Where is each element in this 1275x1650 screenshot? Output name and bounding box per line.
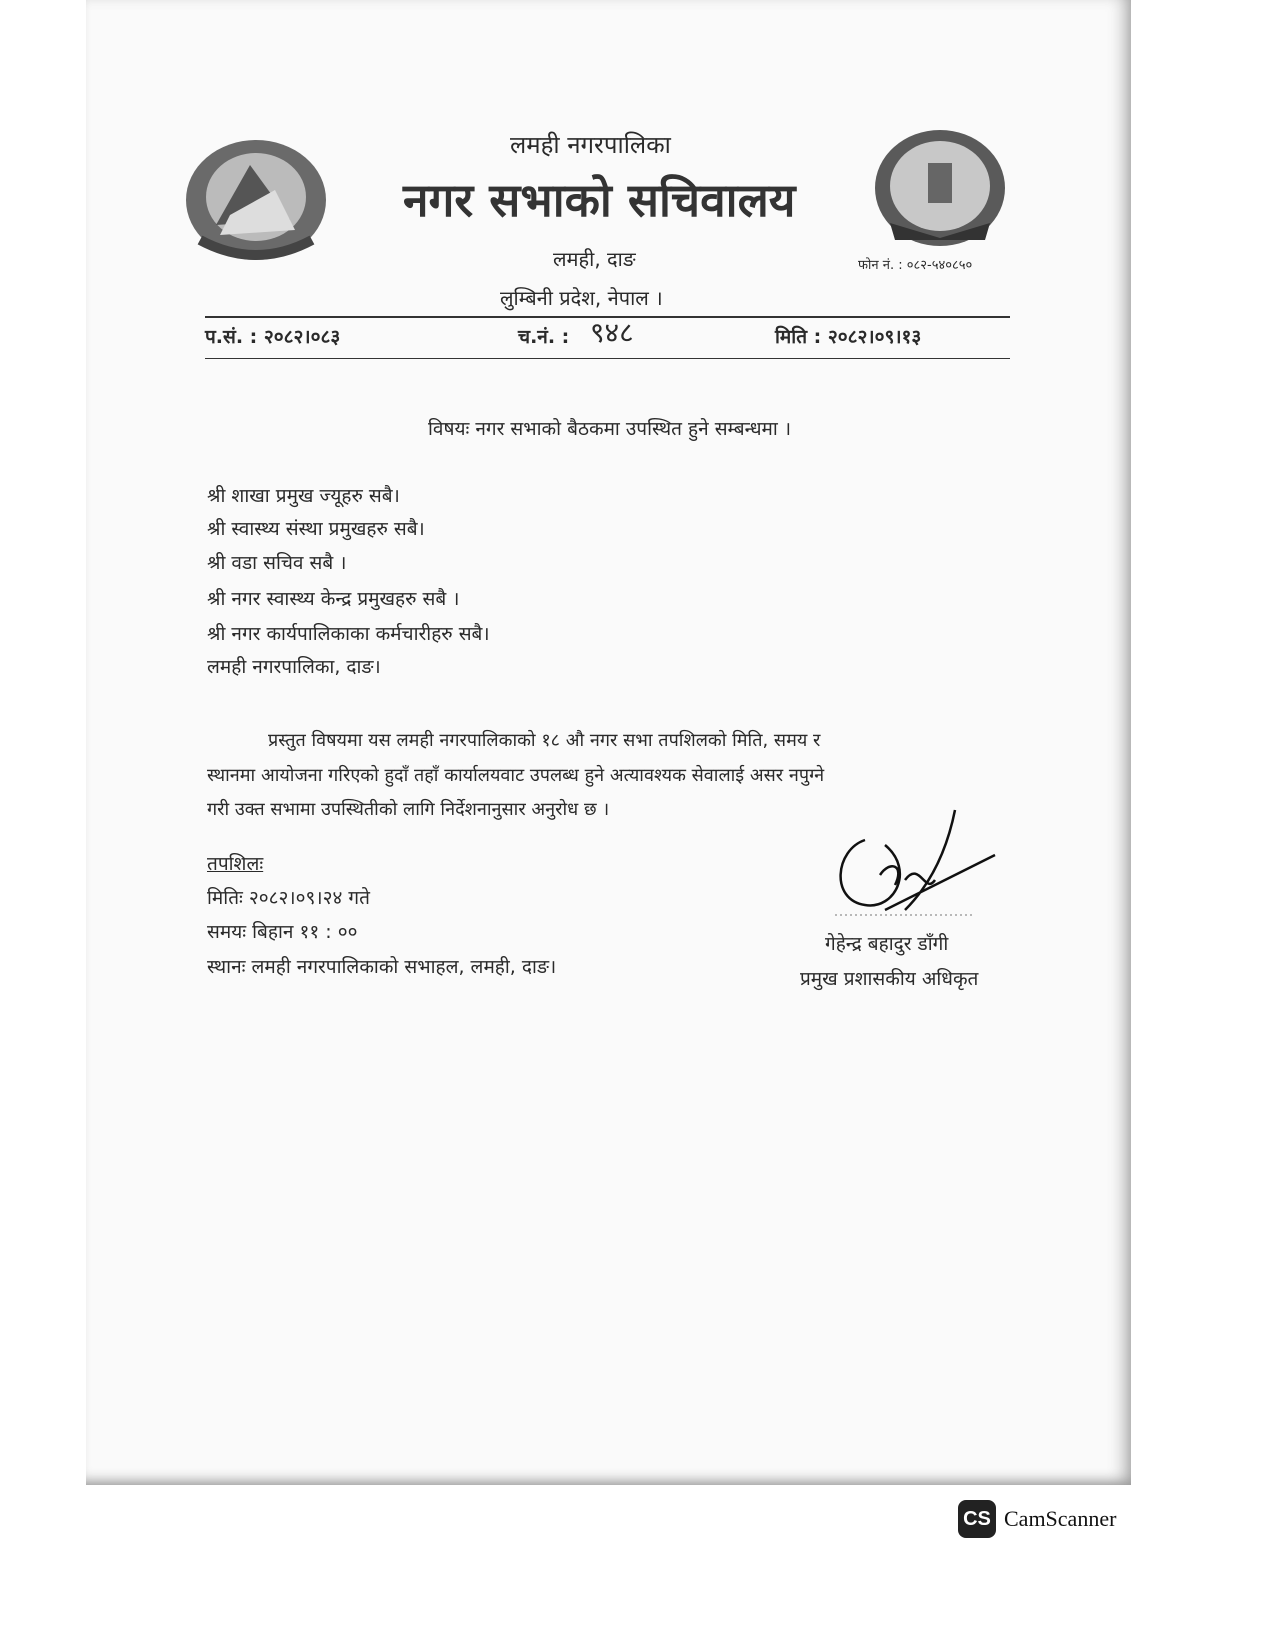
dispatch-number-handwritten: ९४८ bbox=[590, 316, 634, 349]
recipient-item: श्री शाखा प्रमुख ज्यूहरु सबै। bbox=[207, 485, 400, 507]
details-date: मितिः २०८२।०९।२४ गते bbox=[207, 887, 370, 909]
handwritten-signature-icon bbox=[825, 800, 1015, 920]
camscanner-watermark bbox=[958, 1500, 1116, 1538]
body-line: गरी उक्त सभामा उपस्थितीको लागि निर्देशनानुसार अनुरोध छ । bbox=[207, 799, 610, 820]
nepal-emblem-icon bbox=[180, 135, 332, 265]
address-line-1: लमही, दाङ bbox=[553, 247, 636, 271]
recipient-item: लमही नगरपालिका, दाङ। bbox=[207, 656, 381, 678]
municipality-name: लमही नगरपालिका bbox=[510, 131, 671, 159]
camscanner-logo-icon bbox=[958, 1500, 996, 1538]
body-line: प्रस्तुत विषयमा यस लमही नगरपालिकाको १८ औ नगर सभा तपशिलको मिति, समय र bbox=[268, 730, 821, 751]
recipient-item: श्री नगर स्वास्थ्य केन्द्र प्रमुखहरु सबै । bbox=[207, 588, 460, 610]
municipality-logo-icon bbox=[870, 128, 1010, 253]
details-heading: तपशिलः bbox=[207, 853, 264, 875]
camscanner-logo-text: CS bbox=[963, 1507, 991, 1530]
details-time: समयः बिहान ११ : ०० bbox=[207, 921, 358, 943]
recipient-item: श्री नगर कार्यपालिकाका कर्मचारीहरु सबै। bbox=[207, 623, 490, 645]
signatory-name: गेहेन्द्र बहादुर डाँगी bbox=[825, 933, 949, 955]
signatory-title: प्रमुख प्रशासकीय अधिकृत bbox=[800, 968, 979, 990]
office-title: नगर सभाको सचिवालय bbox=[403, 173, 796, 227]
camscanner-text: CamScanner bbox=[1004, 1506, 1117, 1531]
recipient-item: श्री वडा सचिव सबै । bbox=[207, 552, 347, 574]
recipient-item: श्री स्वास्थ्य संस्था प्रमुखहरु सबै। bbox=[207, 518, 425, 540]
address-line-2: लुम्बिनी प्रदेश, नेपाल । bbox=[500, 286, 663, 310]
phone-number: फोन नं. : ०८२-५४०८५० bbox=[858, 258, 973, 273]
body-line: स्थानमा आयोजना गरिएको हुदाँ तहाँ कार्यालयवाट उपलब्ध हुने अत्यावश्यक सेवालाई असर नपुग्ने bbox=[207, 765, 825, 786]
letter-date: मिति : २०८२।०९।१३ bbox=[775, 326, 922, 348]
reference-number: प.सं. : २०८२।०८३ bbox=[205, 326, 341, 348]
header-rule-bottom bbox=[205, 358, 1010, 359]
details-place: स्थानः लमही नगरपालिकाको सभाहल, लमही, दाङ। bbox=[207, 956, 557, 978]
subject-line: विषयः नगर सभाको बैठकमा उपस्थित हुने सम्बन्धमा । bbox=[428, 418, 792, 440]
dispatch-number-label: च.नं. : bbox=[518, 326, 570, 348]
